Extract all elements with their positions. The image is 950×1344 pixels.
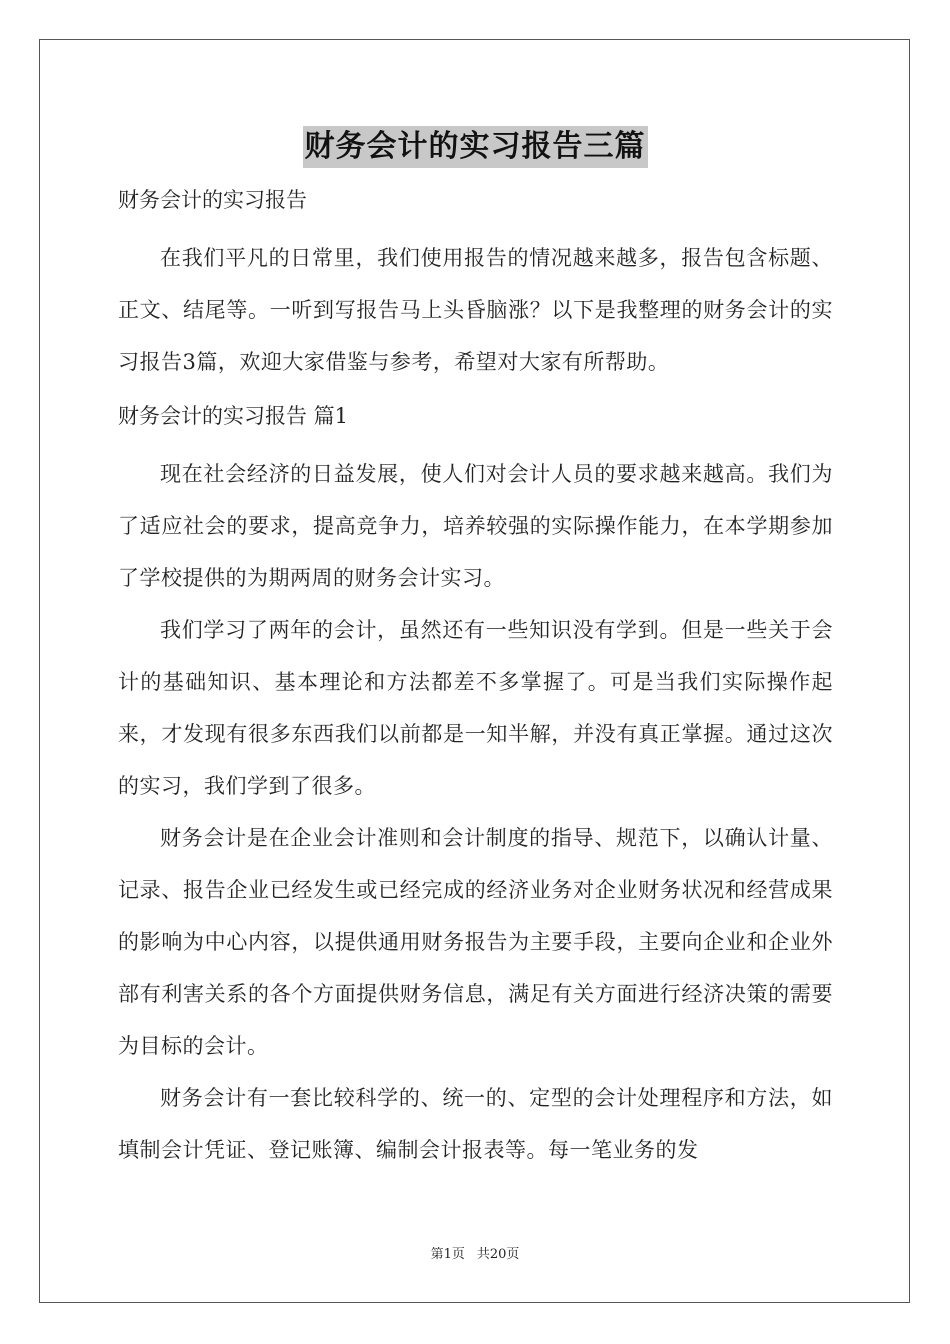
page-footer [0, 1246, 950, 1264]
total-pages: 共20页 [476, 1247, 520, 1262]
paragraph: 财务会计有一套比较科学的、统一的、定型的会计处理程序和方法，如填制会计凭证、登记账簿、编制会计报表等。每一笔业务的发 [118, 1086, 833, 1162]
document-body [118, 180, 833, 1176]
section-heading-intro: 财务会计的实习报告 [118, 188, 307, 212]
paragraph: 我们学习了两年的会计，虽然还有一些知识没有学到。但是一些关于会计的基础知识、基本理论和方法都差不多掌握了。可是当我们实际操作起来，才发现有很多东西我们以前都是一知半解，并没有真正掌握。通过这次的实习，我们学到了很多。 [118, 618, 833, 798]
paragraph: 现在社会经济的日益发展，使人们对会计人员的要求越来越高。我们为了适应社会的要求，提高竞争力，培养较强的实际操作能力，在本学期参加了学校提供的为期两周的财务会计实习。 [118, 462, 833, 590]
page-number: 第1页 [430, 1247, 465, 1262]
document-title: 财务会计的实习报告三篇 [303, 126, 648, 168]
paragraph-intro: 在我们平凡的日常里，我们使用报告的情况越来越多，报告包含标题、正文、结尾等。一听到写报告马上头昏脑涨？以下是我整理的财务会计的实习报告3篇，欢迎大家借鉴与参考，希望对大家有所帮助。 [118, 246, 833, 374]
title-wrapper [0, 126, 950, 168]
section-heading-part1: 财务会计的实习报告 篇1 [118, 404, 349, 428]
paragraph: 财务会计是在企业会计准则和会计制度的指导、规范下，以确认计量、记录、报告企业已经发生或已经完成的经济业务对企业财务状况和经营成果的影响为中心内容，以提供通用财务报告为主要手段，主要向企业和企业外部有利害关系的各个方面提供财务信息，满足有关方面进行经济决策的需要为目标的会计。 [118, 826, 833, 1058]
